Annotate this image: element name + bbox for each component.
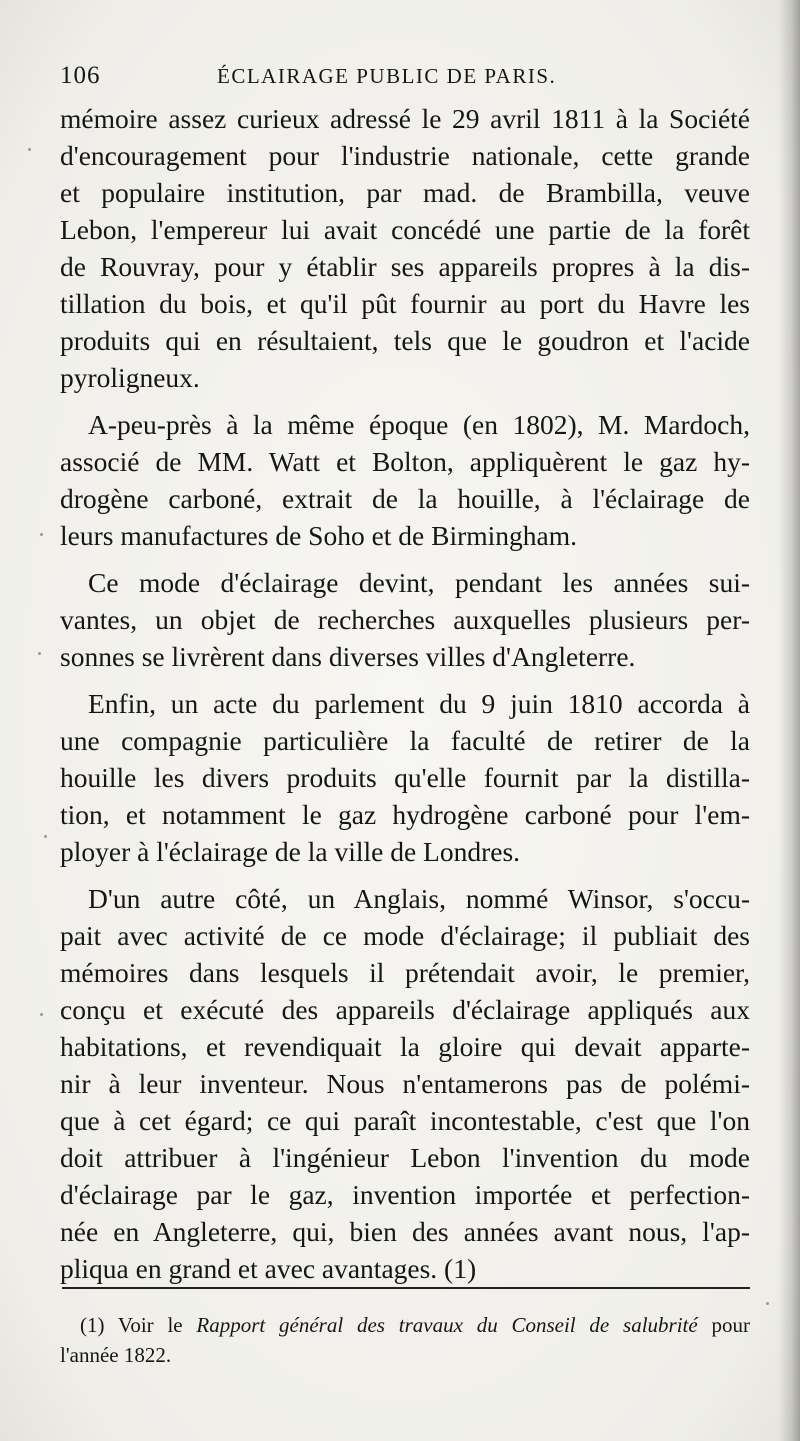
text-line: doit attribuer à l'ingénieur Lebon l'invention du mode [60,1142,750,1173]
footnote-after-title: pour [711,1313,751,1337]
text-line: pyroligneux. [60,362,200,393]
paragraph [60,406,750,554]
text-line: tion, et notamment le gaz hydrogène carboné pour l'em- [60,799,750,830]
paragraph-gap [60,396,750,406]
text-line: sonnes se livrèrent dans diverses villes d'Angleterre. [60,641,636,672]
text-line: née en Angleterre, qui, bien des années avant nous, l'ap- [60,1216,750,1247]
text-line: d'encouragement pour l'industrie nationale, cette grande [60,140,750,171]
paragraph [60,564,750,675]
text-line: pait avec activité de ce mode d'éclairage; il publiait des [60,920,750,951]
page-header [60,62,750,98]
page-edge-shadow [778,0,800,1441]
running-title: ÉCLAIRAGE PUBLIC DE PARIS. [217,64,557,88]
text-line: conçu et exécuté des appareils d'éclairage appliqués aux [60,994,750,1025]
text-line: leurs manufactures de Soho et de Birmingham. [60,520,578,551]
paragraph-gap [60,675,750,685]
text-line: mémoires dans lesquels il prétendait avoir, le premier, [60,957,750,988]
paragraph [60,100,750,396]
print-speck [44,835,47,838]
body-text [60,100,750,1287]
footnote-rule [62,1287,750,1289]
text-line: associé de MM. Watt et Bolton, appliquèrent le gaz hy- [60,446,750,477]
text-line: d'éclairage par le gaz, invention importée et perfection- [60,1179,750,1210]
page-number: 106 [60,62,101,89]
text-line: A-peu-près à la même époque (en 1802), M. Mardoch, [88,409,750,440]
text-line: Enfin, un acte du parlement du 9 juin 1810 accorda à [88,688,750,719]
footnote-line-2: l'année 1822. [60,1343,172,1367]
text-line: habitations, et revendiquait la gloire qui devait apparte- [60,1031,750,1062]
paragraph [60,880,750,1287]
text-line: vantes, un objet de recherches auxquelles plusieurs per- [60,604,750,635]
text-line: drogène carboné, extrait de la houille, à l'éclairage de [60,483,750,514]
paragraph [60,685,750,870]
text-line: produits qui en résultaient, tels que le goudron et l'acide [60,325,750,356]
text-line: mémoire assez curieux adressé le 29 avril 1811 à la Société [60,103,750,134]
text-line: de Rouvray, pour y établir ses appareils propres à la dis- [60,251,750,282]
footnote-line-1 [60,1310,750,1340]
text-line: tillation du bois, et qu'il pût fournir au port du Havre les [60,288,750,319]
footnote-italic-title: Rapport général des travaux du Conseil de salubrité [196,1313,698,1337]
text-line: et populaire institution, par mad. de Brambilla, veuve [60,177,750,208]
text-line: nir à leur inventeur. Nous n'entamerons pas de polémi- [60,1068,750,1099]
text-line: houille les divers produits qu'elle fournit par la distilla- [60,762,750,793]
text-line: D'un autre côté, un Anglais, nommé Winsor, s'occu- [88,883,750,914]
footnote [60,1310,750,1370]
text-line: ployer à l'éclairage de la ville de Londres. [60,836,521,867]
paragraph-gap [60,870,750,880]
footnote-marker: (1) Voir le [80,1313,183,1337]
text-line: que à cet égard; ce qui paraît incontestable, c'est que l'on [60,1105,750,1136]
print-speck [28,148,31,151]
print-speck [40,533,43,536]
print-speck [40,1013,43,1016]
paragraph-gap [60,554,750,564]
text-line: pliqua en grand et avec avantages. (1) [60,1253,477,1284]
print-speck [766,1302,769,1305]
text-line: une compagnie particulière la faculté de retirer de la [60,725,750,756]
text-line: Lebon, l'empereur lui avait concédé une partie de la forêt [60,214,750,245]
text-line: Ce mode d'éclairage devint, pendant les années sui- [88,567,750,598]
print-speck [38,652,41,655]
